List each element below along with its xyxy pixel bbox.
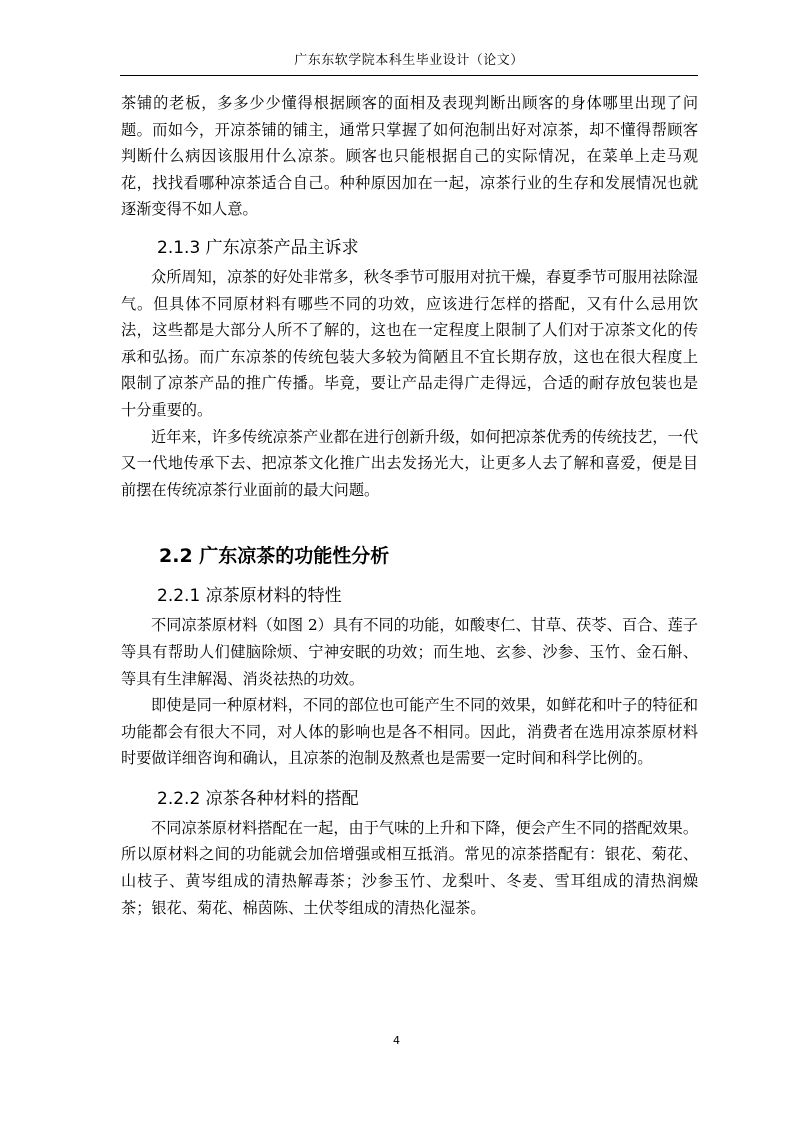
heading-2-2-2: 2.2.2 凉茶各种材料的搭配 <box>157 788 359 809</box>
paragraph-2-2-1-a: 不同凉茶原材料（如图 2）具有不同的功能，如酸枣仁、甘草、茯苓、百合、莲子等具有帮助人们健脑除烦、宁神安眠的功效；而生地、玄参、沙参、玉竹、金石斛、等具有生津解渴、消炎祛热的功效。 <box>121 616 698 688</box>
heading-2-1-3: 2.1.3 广东凉茶产品主诉求 <box>157 237 359 258</box>
page-number: 4 <box>393 1034 400 1047</box>
paragraph-2-2-1-b: 即使是同一种原材料，不同的部位也可能产生不同的效果，如鲜花和叶子的特征和功能都会有很大不同，对人体的影响也是各不相同。因此，消费者在选用凉茶原材料时要做详细咨询和确认，且凉茶的泡制及熬煮也是需要一定时间和科学比例的。 <box>121 696 698 768</box>
page-body <box>121 90 698 921</box>
heading-2-2: 2.2 广东凉茶的功能性分析 <box>159 545 390 568</box>
continued-paragraph: 茶铺的老板，多多少少懂得根据顾客的面相及表现判断出顾客的身体哪里出现了问题。而如今，开凉茶铺的铺主，通常只掌握了如何泡制出好对凉茶，却不懂得帮顾客判断什么病因该服用什么凉茶。顾客也只能根据自己的实际情况，在菜单上走马观花，找找看哪种凉茶适合自己。种种原因加在一起，凉茶行业的生存和发展情况也就逐渐变得不如人意。 <box>121 94 698 219</box>
heading-2-2-1: 2.2.1 凉茶原材料的特性 <box>157 586 342 607</box>
running-header: 广东东软学院本科生毕业设计（论文） <box>120 53 698 76</box>
paragraph-2-1-3-a: 众所周知，凉茶的好处非常多，秋冬季节可服用对抗干燥，春夏季节可服用祛除湿气。但具体不同原材料有哪些不同的功效，应该进行怎样的搭配，又有什么忌用饮法，这些都是大部分人所不了解的，这也在一定程度上限制了人们对于凉茶文化的传承和弘扬。而广东凉茶的传统包装大多较为简陋且不宜长期存放，这也在很大程度上限制了凉茶产品的推广传播。毕竟，要让产品走得广走得远，合适的耐存放包装也是十分重要的。 <box>121 267 698 419</box>
paragraph-2-1-3-b: 近年来，许多传统凉茶产业都在进行创新升级，如何把凉茶优秀的传统技艺，一代又一代地传承下去、把凉茶文化推广出去发扬光大，让更多人去了解和喜爱，便是目前摆在传统凉茶行业面前的最大问题。 <box>121 427 698 499</box>
paragraph-2-2-2-a: 不同凉茶原材料搭配在一起，由于气味的上升和下降，便会产生不同的搭配效果。所以原材料之间的功能就会加倍增强或相互抵消。常见的凉茶搭配有：银花、菊花、山枝子、黄岑组成的清热解毒茶；沙参玉竹、龙梨叶、冬麦、雪耳组成的清热润燥茶；银花、菊花、棉茵陈、土伏苓组成的清热化湿茶。 <box>121 818 698 917</box>
